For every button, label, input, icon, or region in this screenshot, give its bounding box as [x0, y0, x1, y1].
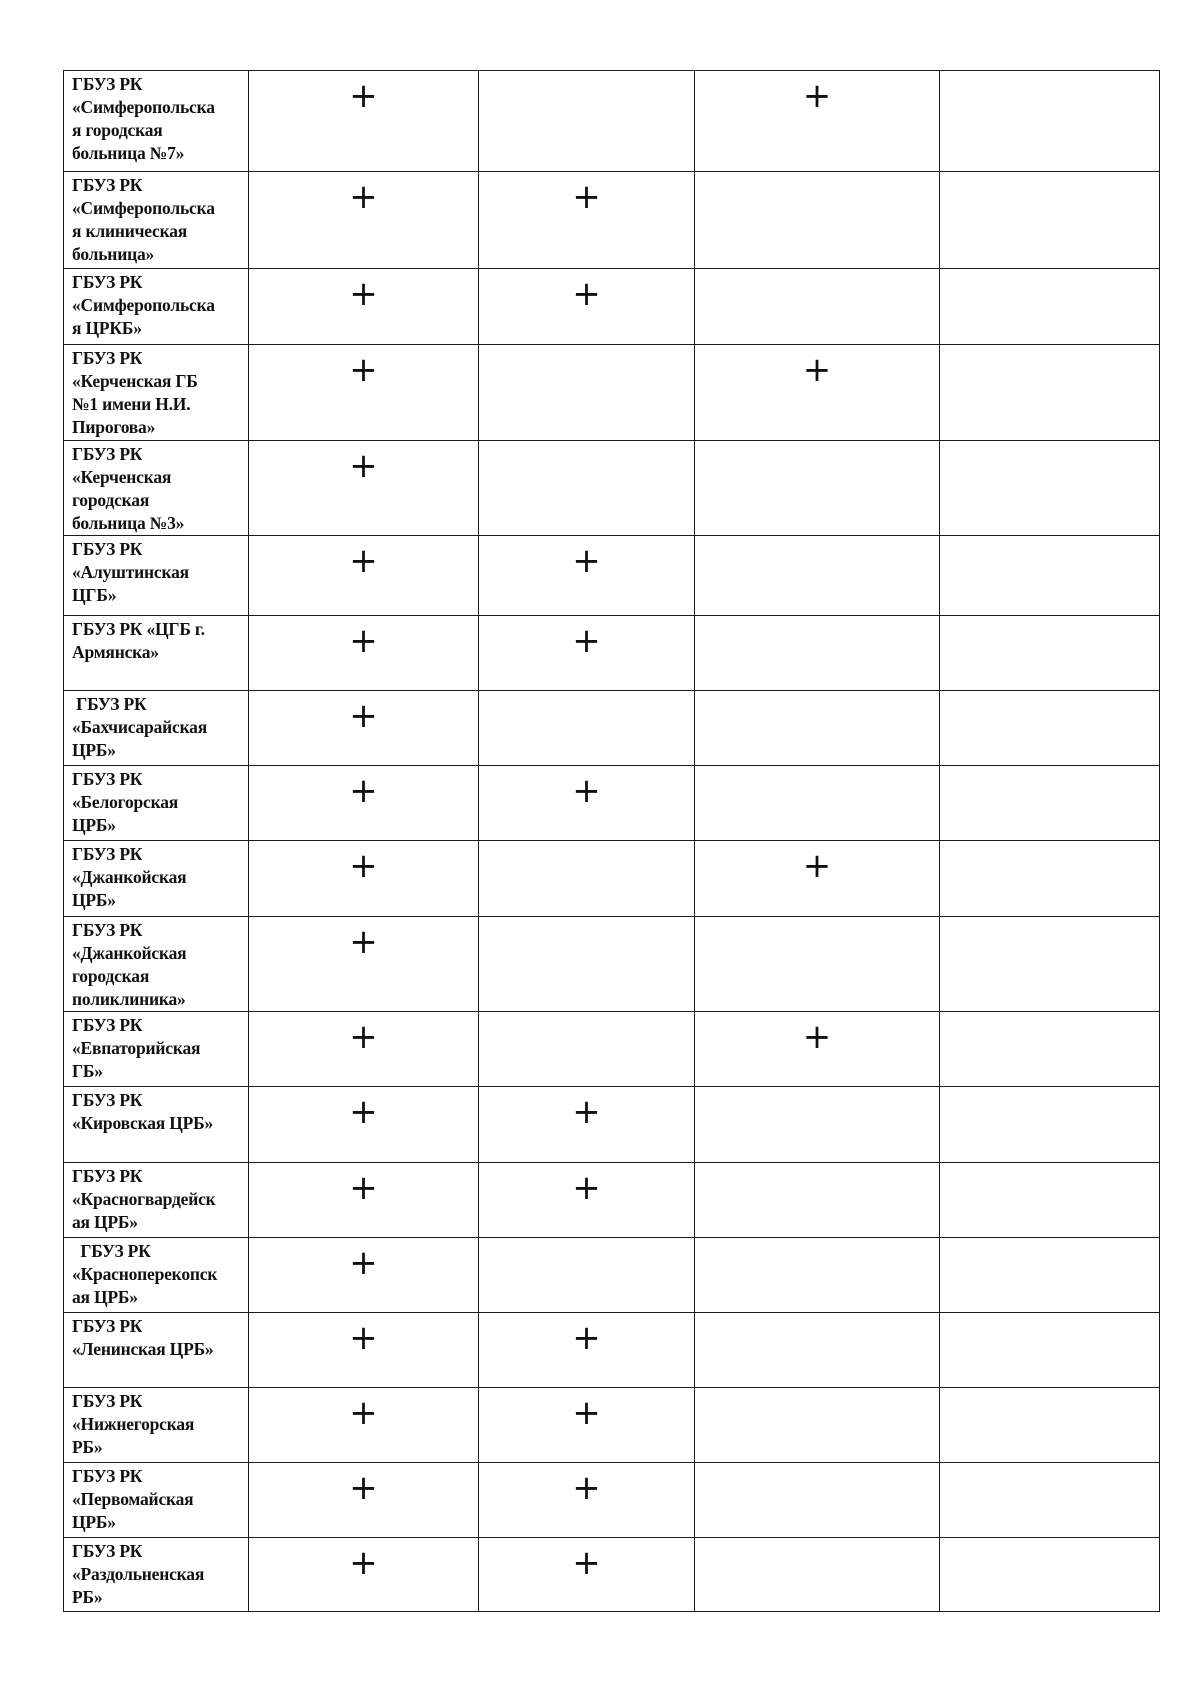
plus-mark: +	[349, 1318, 378, 1358]
plus-mark: +	[572, 1468, 601, 1508]
facility-name-cell	[64, 917, 249, 1012]
mark-cell-col-4	[940, 345, 1160, 441]
plus-mark: +	[349, 1017, 378, 1057]
facility-name-cell	[64, 269, 249, 345]
table-row	[64, 1388, 1160, 1463]
plus-mark: +	[572, 541, 601, 581]
plus-mark: +	[349, 1468, 378, 1508]
facility-name-cell	[64, 691, 249, 766]
table-row	[64, 1238, 1160, 1313]
facility-name-line: «Красноперекопск	[72, 1264, 218, 1284]
mark-cell-col-3	[695, 616, 940, 691]
table-row	[64, 917, 1160, 1012]
table-row	[64, 172, 1160, 269]
mark-cell-col-2	[479, 1463, 695, 1538]
plus-mark: +	[349, 1168, 378, 1208]
mark-cell-col-2	[479, 441, 695, 536]
mark-cell-col-4	[940, 536, 1160, 616]
table-row	[64, 616, 1160, 691]
mark-cell-col-2	[479, 71, 695, 172]
plus-mark: +	[802, 1017, 832, 1057]
facility-name-cell	[64, 1463, 249, 1538]
facility-name-cell	[64, 345, 249, 441]
facility-name-line: «Первомайская	[72, 1489, 194, 1509]
facility-name-line: «Керченская ГБ	[72, 371, 198, 391]
mark-cell-col-1	[249, 172, 479, 269]
facility-name-cell	[64, 1388, 249, 1463]
facility-name-line: больница №7»	[72, 143, 185, 163]
table-row	[64, 766, 1160, 841]
facility-name-line: ая ЦРБ»	[72, 1212, 138, 1232]
facility-name-line: больница №3»	[72, 513, 185, 533]
facility-name-cell	[64, 1238, 249, 1313]
mark-cell-col-3	[695, 172, 940, 269]
mark-cell-col-4	[940, 1163, 1160, 1238]
facility-name-cell	[64, 1087, 249, 1163]
table-row	[64, 1087, 1160, 1163]
mark-cell-col-2	[479, 1538, 695, 1612]
facility-name-line: «Евпаторийская	[72, 1038, 201, 1058]
facility-name-cell	[64, 1313, 249, 1388]
facility-name-cell	[64, 441, 249, 536]
facility-name-line: ЦРБ»	[72, 815, 116, 835]
plus-mark: +	[349, 771, 378, 811]
table-row	[64, 1313, 1160, 1388]
facility-name-line: «Раздольненская	[72, 1564, 205, 1584]
facility-name-line: я городская	[72, 120, 163, 140]
facility-name-line: «Керченская	[72, 467, 172, 487]
facility-name-line: городская	[72, 490, 150, 510]
facility-name-line: ГБУЗ РК	[72, 1541, 143, 1561]
mark-cell-col-4	[940, 172, 1160, 269]
facility-name-line: «Алуштинская	[72, 562, 189, 582]
facility-name-line: ГБУЗ РК	[72, 1466, 143, 1486]
plus-mark: +	[349, 696, 378, 736]
mark-cell-col-4	[940, 766, 1160, 841]
facility-name-line: ГБУЗ РК «ЦГБ г.	[72, 619, 205, 639]
mark-cell-col-3	[695, 269, 940, 345]
facility-name-cell	[64, 841, 249, 917]
plus-mark: +	[572, 1543, 601, 1583]
mark-cell-col-3	[695, 691, 940, 766]
mark-cell-col-4	[940, 71, 1160, 172]
mark-cell-col-1	[249, 1012, 479, 1087]
facility-name-line: ГБУЗ РК	[72, 844, 143, 864]
table-row	[64, 1163, 1160, 1238]
facility-name-line: №1 имени Н.И.	[72, 394, 191, 414]
mark-cell-col-1	[249, 616, 479, 691]
facility-name-cell	[64, 1538, 249, 1612]
facility-name-line: ЦГБ»	[72, 585, 117, 605]
facility-name-line: ГБУЗ РК	[72, 1090, 143, 1110]
facility-name-line: ГБУЗ РК	[72, 1015, 143, 1035]
facility-name-line: «Симферопольска	[72, 198, 215, 218]
plus-mark: +	[349, 274, 378, 314]
facility-name-line: ГБУЗ РК	[72, 272, 143, 292]
facility-name-cell	[64, 616, 249, 691]
plus-mark: +	[349, 541, 378, 581]
mark-cell-col-4	[940, 1313, 1160, 1388]
mark-cell-col-2	[479, 536, 695, 616]
facility-name-cell	[64, 1012, 249, 1087]
facility-name-line: «Ленинская ЦРБ»	[72, 1339, 214, 1359]
mark-cell-col-3	[695, 345, 940, 441]
table-row	[64, 71, 1160, 172]
plus-mark: +	[349, 621, 378, 661]
facility-name-line: ГБУЗ РК	[72, 444, 143, 464]
mark-cell-col-1	[249, 71, 479, 172]
table-row	[64, 1538, 1160, 1612]
plus-mark: +	[349, 350, 378, 390]
table-row	[64, 536, 1160, 616]
mark-cell-col-2	[479, 841, 695, 917]
facility-name-line: я клиническая	[72, 221, 188, 241]
mark-cell-col-4	[940, 691, 1160, 766]
mark-cell-col-2	[479, 269, 695, 345]
facility-table	[63, 70, 1160, 1612]
facility-name-cell	[64, 71, 249, 172]
facility-name-line: ГБУЗ РК	[72, 1391, 143, 1411]
mark-cell-col-2	[479, 691, 695, 766]
mark-cell-col-1	[249, 1463, 479, 1538]
mark-cell-col-1	[249, 1388, 479, 1463]
facility-name-line: ГБУЗ РК	[72, 74, 143, 94]
mark-cell-col-3	[695, 1463, 940, 1538]
mark-cell-col-4	[940, 1238, 1160, 1313]
facility-name-cell	[64, 1163, 249, 1238]
mark-cell-col-4	[940, 917, 1160, 1012]
mark-cell-col-3	[695, 1538, 940, 1612]
plus-mark: +	[802, 76, 832, 116]
mark-cell-col-2	[479, 616, 695, 691]
facility-name-line: ГБУЗ РК	[72, 1166, 143, 1186]
plus-mark: +	[349, 1243, 378, 1283]
mark-cell-col-4	[940, 1538, 1160, 1612]
mark-cell-col-4	[940, 1463, 1160, 1538]
plus-mark: +	[349, 76, 378, 116]
plus-mark: +	[802, 846, 832, 886]
mark-cell-col-3	[695, 1388, 940, 1463]
mark-cell-col-2	[479, 766, 695, 841]
table-row	[64, 841, 1160, 917]
mark-cell-col-3	[695, 1012, 940, 1087]
plus-mark: +	[572, 177, 601, 217]
plus-mark: +	[572, 1318, 601, 1358]
facility-name-line: РБ»	[72, 1587, 103, 1607]
facility-name-line: ГБУЗ РК	[72, 348, 143, 368]
mark-cell-col-2	[479, 1163, 695, 1238]
mark-cell-col-1	[249, 841, 479, 917]
plus-mark: +	[349, 846, 378, 886]
plus-mark: +	[802, 350, 832, 390]
table-row	[64, 345, 1160, 441]
plus-mark: +	[572, 1393, 601, 1433]
plus-mark: +	[349, 1092, 378, 1132]
mark-cell-col-2	[479, 1087, 695, 1163]
table-row	[64, 269, 1160, 345]
facility-name-line: «Кировская ЦРБ»	[72, 1113, 214, 1133]
plus-mark: +	[572, 771, 601, 811]
mark-cell-col-2	[479, 1238, 695, 1313]
facility-name-line: Пирогова»	[72, 417, 156, 437]
facility-name-line: ГБУЗ РК	[72, 920, 143, 940]
table-row	[64, 1012, 1160, 1087]
mark-cell-col-1	[249, 766, 479, 841]
mark-cell-col-3	[695, 1163, 940, 1238]
facility-name-line: ЦРБ»	[72, 740, 116, 760]
mark-cell-col-1	[249, 269, 479, 345]
table-row	[64, 441, 1160, 536]
facility-name-line: ГБУЗ РК	[72, 1241, 151, 1261]
mark-cell-col-1	[249, 1087, 479, 1163]
facility-name-line: больница»	[72, 244, 155, 264]
facility-name-line: ГБУЗ РК	[72, 539, 143, 559]
facility-name-line: «Белогорская	[72, 792, 179, 812]
facility-name-cell	[64, 172, 249, 269]
mark-cell-col-3	[695, 536, 940, 616]
facility-name-line: я ЦРКБ»	[72, 318, 142, 338]
mark-cell-col-4	[940, 269, 1160, 345]
mark-cell-col-4	[940, 841, 1160, 917]
mark-cell-col-4	[940, 1087, 1160, 1163]
facility-name-line: «Джанкойская	[72, 867, 187, 887]
mark-cell-col-1	[249, 441, 479, 536]
mark-cell-col-2	[479, 1012, 695, 1087]
mark-cell-col-4	[940, 616, 1160, 691]
table-row	[64, 1463, 1160, 1538]
table-body	[64, 71, 1160, 1612]
table-row	[64, 691, 1160, 766]
plus-mark: +	[349, 1543, 378, 1583]
facility-name-line: ГБУЗ РК	[72, 694, 147, 714]
plus-mark: +	[349, 177, 378, 217]
facility-name-line: «Джанкойская	[72, 943, 187, 963]
facility-name-line: ЦРБ»	[72, 1512, 116, 1532]
plus-mark: +	[349, 922, 378, 962]
facility-name-line: ГБ»	[72, 1061, 103, 1081]
facility-name-line: ЦРБ»	[72, 890, 116, 910]
mark-cell-col-3	[695, 441, 940, 536]
mark-cell-col-2	[479, 345, 695, 441]
mark-cell-col-3	[695, 917, 940, 1012]
facility-name-line: «Симферопольска	[72, 97, 215, 117]
mark-cell-col-3	[695, 1238, 940, 1313]
mark-cell-col-4	[940, 1388, 1160, 1463]
facility-name-line: ГБУЗ РК	[72, 1316, 143, 1336]
mark-cell-col-3	[695, 766, 940, 841]
mark-cell-col-1	[249, 536, 479, 616]
facility-name-line: поликлиника»	[72, 989, 186, 1009]
mark-cell-col-3	[695, 841, 940, 917]
mark-cell-col-1	[249, 691, 479, 766]
mark-cell-col-1	[249, 1538, 479, 1612]
plus-mark: +	[572, 621, 601, 661]
facility-name-line: городская	[72, 966, 150, 986]
mark-cell-col-1	[249, 1163, 479, 1238]
facility-name-line: «Бахчисарайская	[72, 717, 208, 737]
plus-mark: +	[349, 446, 378, 486]
mark-cell-col-3	[695, 1087, 940, 1163]
facility-name-cell	[64, 766, 249, 841]
mark-cell-col-2	[479, 917, 695, 1012]
mark-cell-col-4	[940, 441, 1160, 536]
facility-name-line: «Симферопольска	[72, 295, 215, 315]
facility-name-line: ГБУЗ РК	[72, 175, 143, 195]
mark-cell-col-1	[249, 345, 479, 441]
mark-cell-col-2	[479, 1313, 695, 1388]
mark-cell-col-4	[940, 1012, 1160, 1087]
facility-name-line: Армянска»	[72, 642, 159, 662]
mark-cell-col-2	[479, 172, 695, 269]
plus-mark: +	[572, 274, 601, 314]
plus-mark: +	[572, 1092, 601, 1132]
facility-name-line: «Нижнегорская	[72, 1414, 195, 1434]
facility-name-line: ГБУЗ РК	[72, 769, 143, 789]
facility-name-line: ая ЦРБ»	[72, 1287, 138, 1307]
mark-cell-col-2	[479, 1388, 695, 1463]
mark-cell-col-3	[695, 71, 940, 172]
mark-cell-col-1	[249, 1313, 479, 1388]
mark-cell-col-3	[695, 1313, 940, 1388]
plus-mark: +	[572, 1168, 601, 1208]
facility-name-cell	[64, 536, 249, 616]
mark-cell-col-1	[249, 1238, 479, 1313]
facility-name-line: РБ»	[72, 1437, 103, 1457]
facility-name-line: «Красногвардейск	[72, 1189, 216, 1209]
plus-mark: +	[349, 1393, 378, 1433]
mark-cell-col-1	[249, 917, 479, 1012]
